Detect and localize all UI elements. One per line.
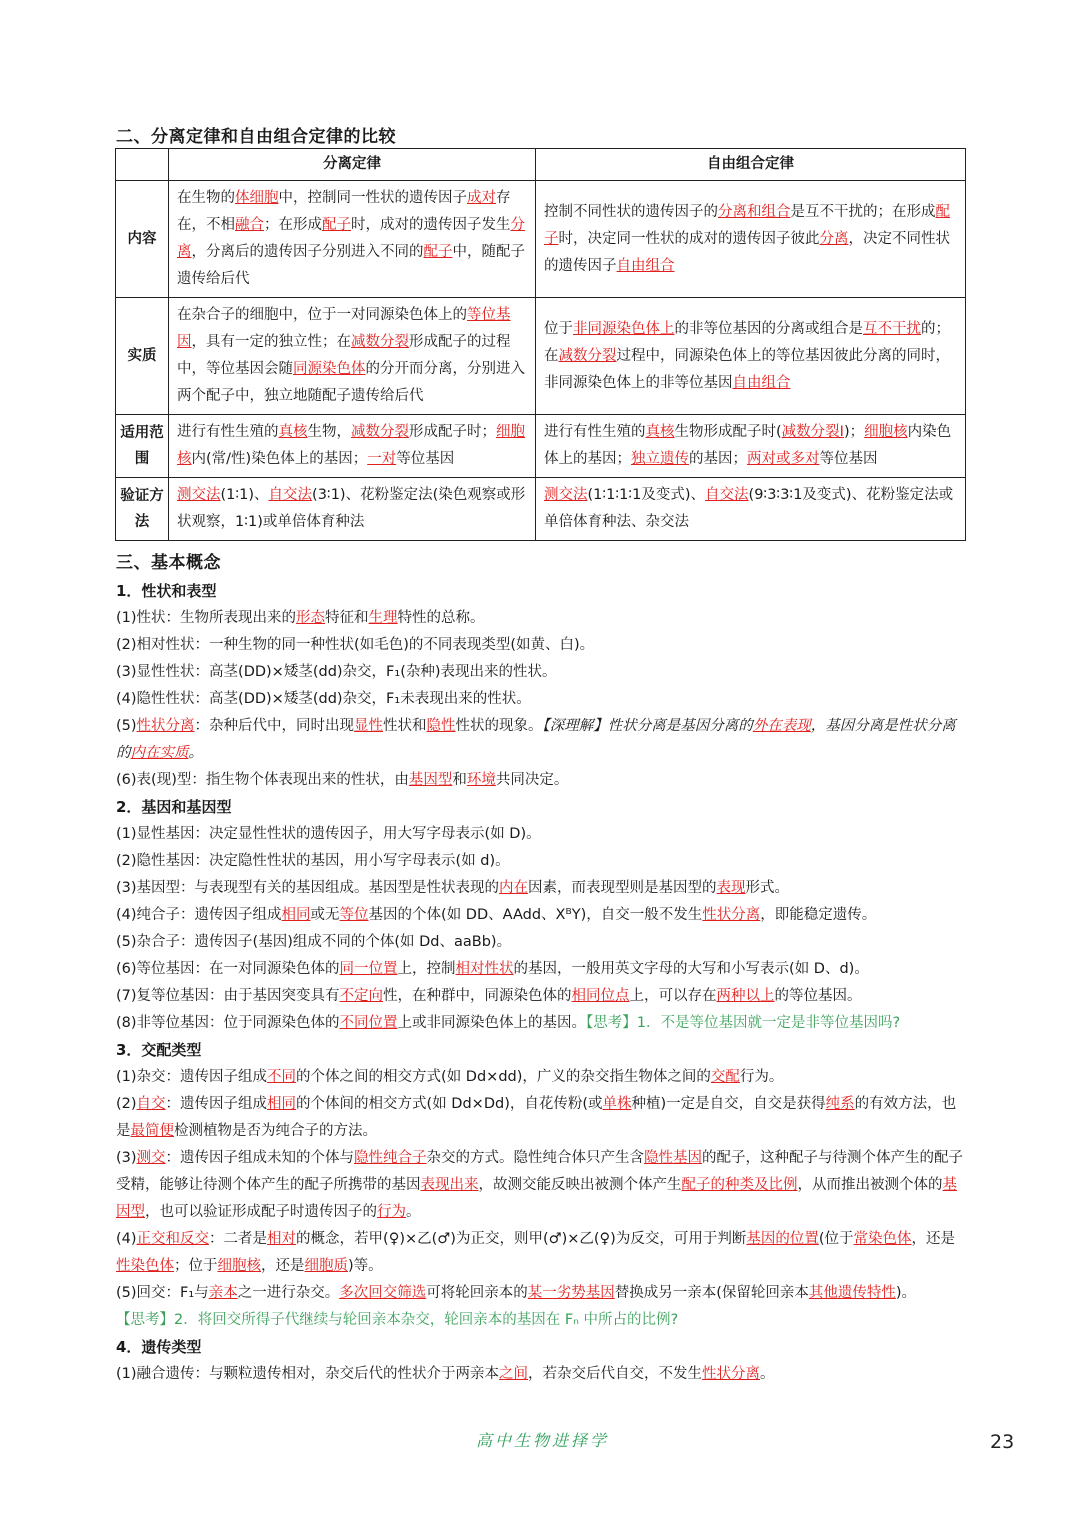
text-run: 存在，不相 bbox=[177, 190, 511, 233]
highlighted-term: 环境 bbox=[466, 772, 496, 788]
page-number: 23 bbox=[990, 1431, 1015, 1453]
highlighted-term: 性染色体 bbox=[116, 1258, 174, 1274]
text-run: 内(常/性)染色体上的基因； bbox=[191, 451, 368, 467]
text-run: 的基因； bbox=[689, 451, 747, 467]
concept-item bbox=[116, 1226, 966, 1280]
text-run: 3．交配类型 bbox=[116, 1041, 202, 1059]
text-run: 上，可以存在 bbox=[629, 988, 717, 1004]
highlighted-term: 测交法 bbox=[177, 487, 221, 503]
text-run: (5)杂合子：遗传因子(基因)组成不同的个体(如 Dd、aaBb)。 bbox=[116, 934, 512, 950]
highlighted-term: 自交法 bbox=[705, 487, 749, 503]
text-run: 的有效方法，也是 bbox=[116, 1096, 957, 1139]
text-run: 之一进行杂交。 bbox=[237, 1285, 340, 1301]
text-run: (1)性状：生物所表现出来的 bbox=[116, 610, 297, 626]
text-run: 检测植物是否为纯合子的方法。 bbox=[174, 1123, 377, 1139]
text-run: 替换成另一亲本(保留轮回亲本 bbox=[614, 1285, 809, 1301]
text-run: 性状的现象。 bbox=[455, 718, 543, 734]
highlighted-term: 自交 bbox=[136, 1096, 166, 1112]
text-run: ：遗传因子组成未知的个体与 bbox=[165, 1150, 355, 1166]
text-run: 性，在种群中，同源染色体的 bbox=[383, 988, 572, 1004]
text-run: 形式。 bbox=[745, 880, 790, 896]
text-run: ，即能稳定遗传。 bbox=[760, 907, 877, 923]
text-run: 上，控制 bbox=[397, 961, 456, 977]
highlighted-term: 之间 bbox=[499, 1366, 529, 1382]
concept-item bbox=[116, 659, 966, 686]
text-run: 。 bbox=[188, 745, 203, 761]
concept-item bbox=[116, 875, 966, 902]
highlighted-term: 纯系 bbox=[825, 1096, 855, 1112]
comparison-table bbox=[115, 148, 966, 541]
highlighted-term: 最简便 bbox=[130, 1123, 174, 1139]
highlighted-term: 细胞核 bbox=[217, 1258, 261, 1274]
text-run: 4．遗传类型 bbox=[116, 1338, 202, 1356]
footer-logo: 高中生物进择学 bbox=[476, 1431, 610, 1450]
highlighted-term: 细胞质 bbox=[304, 1258, 348, 1274]
highlighted-term: 形态 bbox=[296, 610, 326, 626]
text-run: (1)显性基因：决定显性性状的遗传因子，用大写字母表示(如 D)。 bbox=[116, 826, 541, 842]
text-run: ，具有一定的独立性；在 bbox=[191, 334, 351, 350]
text-run: 时，决定同一性状的成对的遗传因子彼此 bbox=[558, 230, 820, 247]
highlighted-term: 独立遗传 bbox=[631, 451, 689, 467]
highlighted-term: 行为 bbox=[377, 1204, 406, 1220]
text-run: ，从而推出被测个体的 bbox=[797, 1177, 943, 1193]
highlighted-term: 配子 bbox=[423, 244, 453, 260]
concept-item bbox=[116, 632, 966, 659]
segregation-cell bbox=[169, 298, 536, 415]
text-run: (2)相对性状：一种生物的同一种性状(如毛色)的不同表现类型(如黄、白)。 bbox=[116, 637, 595, 653]
concept-item bbox=[116, 1145, 966, 1226]
text-run: (6)表(现)型：指生物个体表现出来的性状，由 bbox=[116, 772, 409, 788]
text-run: 在杂合子的细胞中，位于一对同源染色体上的 bbox=[177, 307, 467, 323]
row-label: 实质 bbox=[116, 298, 169, 415]
independent-assortment-cell bbox=[536, 298, 966, 415]
text-run: ：二者是 bbox=[209, 1231, 268, 1247]
row-label: 适用范围 bbox=[116, 415, 169, 478]
subsection-heading bbox=[116, 578, 966, 605]
highlighted-term: 单株 bbox=[602, 1096, 632, 1112]
text-run: (2) bbox=[116, 1096, 137, 1112]
highlighted-term: 性状分离 bbox=[702, 1366, 761, 1382]
text-run: ，故测交能反映出被测个体产生 bbox=[478, 1177, 682, 1193]
highlighted-term: 细胞核 bbox=[864, 424, 908, 440]
text-run: 内染色体上的基因； bbox=[544, 424, 952, 467]
text-run: (4)隐性性状：高茎(DD)×矮茎(dd)杂交，F₁未表现出来的性状。 bbox=[116, 691, 531, 707]
independent-assortment-cell bbox=[536, 181, 966, 298]
text-run: (3)显性性状：高茎(DD)×矮茎(dd)杂交，F₁(杂种)表现出来的性状。 bbox=[116, 664, 557, 680]
highlighted-term: 基因型 bbox=[116, 1177, 957, 1220]
text-run: 的等位基因。 bbox=[774, 988, 862, 1004]
text-run: 1．性状和表型 bbox=[116, 582, 217, 600]
highlighted-term: 某一劣势基因 bbox=[527, 1285, 615, 1301]
highlighted-term: 不同 bbox=[267, 1069, 297, 1085]
highlighted-term: 非同源染色体上 bbox=[573, 320, 675, 337]
concept-item bbox=[116, 956, 966, 983]
highlighted-term: 相同 bbox=[267, 1096, 297, 1112]
table-row bbox=[116, 181, 966, 298]
text-run: 形成配子的过程中，等位基因会随 bbox=[177, 334, 511, 377]
text-run: (5)回交：F₁与 bbox=[116, 1285, 209, 1301]
text-run: 上或非同源染色体上的基因。 bbox=[397, 1015, 587, 1031]
text-run: 中，随配子遗传给后代 bbox=[177, 244, 525, 287]
highlighted-term: 互不干扰 bbox=[863, 320, 921, 337]
table-row bbox=[116, 298, 966, 415]
text-run: 位于 bbox=[544, 320, 573, 337]
text-run: 过程中，同源染色体上的等位基因彼此分离的同时，非同源染色体上的非等位基因 bbox=[544, 347, 950, 391]
concept-item bbox=[116, 713, 966, 767]
subsection-heading bbox=[116, 1037, 966, 1064]
text-run: (5) bbox=[116, 718, 137, 734]
text-run: 的个体之间的相交方式(如 Dd×dd)，广义的杂交指生物体之间的 bbox=[296, 1069, 711, 1085]
text-run: 可将轮回亲本的 bbox=[426, 1285, 528, 1301]
highlighted-term: 表现出来 bbox=[420, 1177, 479, 1193]
text-run: 【深理解】性状分离是基因分离的 bbox=[542, 718, 753, 734]
highlighted-term: 分离 bbox=[177, 217, 525, 260]
text-run: 进行有性生殖的 bbox=[544, 424, 646, 440]
table-row bbox=[116, 415, 966, 478]
text-run: 杂交的方式。隐性纯合体只产生含 bbox=[426, 1150, 645, 1166]
concept-item bbox=[116, 1010, 966, 1037]
highlighted-term: 相对性状 bbox=[455, 961, 514, 977]
highlighted-term: 等位 bbox=[339, 907, 369, 923]
highlighted-term: 融合 bbox=[235, 217, 264, 233]
highlighted-term: 真核 bbox=[645, 424, 675, 440]
row-label: 内容 bbox=[116, 181, 169, 298]
concept-item bbox=[116, 848, 966, 875]
text-run: )等。 bbox=[348, 1258, 383, 1274]
highlighted-term: 减数分裂Ⅰ bbox=[781, 424, 844, 440]
concept-list bbox=[116, 578, 966, 1388]
highlighted-term: 测交法 bbox=[544, 487, 588, 503]
highlighted-term: 同一位置 bbox=[339, 961, 398, 977]
table-header-segregation: 分离定律 bbox=[169, 149, 536, 181]
segregation-cell bbox=[169, 478, 536, 541]
highlighted-term: 分离 bbox=[819, 230, 849, 247]
text-run: (4) bbox=[116, 1231, 137, 1247]
segregation-cell bbox=[169, 415, 536, 478]
highlighted-term: 相同 bbox=[281, 907, 311, 923]
table-row bbox=[116, 478, 966, 541]
highlighted-term: 测交 bbox=[136, 1150, 166, 1166]
concept-item bbox=[116, 929, 966, 956]
text-run: 在生物的 bbox=[177, 190, 235, 206]
highlighted-term: 内在实质 bbox=[130, 745, 189, 761]
highlighted-term: 性状分离 bbox=[702, 907, 761, 923]
table-header-independent-assortment: 自由组合定律 bbox=[536, 149, 966, 181]
text-run: ；位于 bbox=[174, 1258, 218, 1274]
table-header-row bbox=[116, 149, 966, 181]
independent-assortment-cell bbox=[536, 478, 966, 541]
text-run: ，也可以验证形成配子时遗传因子的 bbox=[145, 1204, 377, 1220]
text-run: ，基因分离是性状分离的 bbox=[116, 718, 956, 761]
highlighted-term: 正交和反交 bbox=[136, 1231, 210, 1247]
highlighted-term: 表现 bbox=[716, 880, 746, 896]
highlighted-term: 一对 bbox=[367, 451, 397, 467]
concept-item bbox=[116, 686, 966, 713]
text-run: 性状和 bbox=[383, 718, 427, 734]
concept-item bbox=[116, 902, 966, 929]
text-run: 共同决定。 bbox=[495, 772, 569, 788]
think-note: 【思考】2．将回交所得子代继续与轮回亲本杂交，轮回亲本的基因在 Fₙ 中所占的比例? bbox=[116, 1312, 679, 1328]
text-run: (1∶1)、 bbox=[220, 487, 269, 503]
highlighted-term: 自由组合 bbox=[616, 257, 675, 274]
highlighted-term: 其他遗传特性 bbox=[808, 1285, 896, 1301]
concept-item bbox=[116, 767, 966, 794]
highlighted-term: 分离和组合 bbox=[718, 203, 791, 220]
highlighted-term: 减数分裂 bbox=[351, 424, 409, 440]
highlighted-term: 同源染色体 bbox=[293, 361, 366, 377]
concept-item bbox=[116, 1307, 966, 1334]
text-run: (1)融合遗传：与颗粒遗传相对，杂交后代的性状介于两亲本 bbox=[116, 1366, 500, 1382]
text-run: 的；在 bbox=[544, 320, 950, 364]
table-header-empty bbox=[116, 149, 169, 181]
text-run: 生物， bbox=[307, 424, 351, 440]
text-run: 时，成对的遗传因子发生 bbox=[351, 217, 511, 233]
text-run: 进行有性生殖的 bbox=[177, 424, 279, 440]
highlighted-term: 相对 bbox=[267, 1231, 297, 1247]
text-run: ，决定不同性状的遗传因子 bbox=[544, 230, 950, 274]
text-run: (1∶1∶1∶1及变式)、 bbox=[587, 487, 706, 503]
text-run: 特征和 bbox=[325, 610, 369, 626]
text-run: 和 bbox=[452, 772, 467, 788]
segregation-cell bbox=[169, 181, 536, 298]
text-run: ，还是 bbox=[261, 1258, 305, 1274]
text-run: 形成配子时； bbox=[409, 424, 496, 440]
highlighted-term: 自由组合 bbox=[732, 374, 791, 391]
text-run: (位于 bbox=[818, 1231, 854, 1247]
text-run: ；在形成 bbox=[264, 217, 322, 233]
highlighted-term: 减数分裂 bbox=[351, 334, 409, 350]
text-run: (7)复等位基因：由于基因突变具有 bbox=[116, 988, 340, 1004]
highlighted-term: 不定向 bbox=[339, 988, 384, 1004]
section-3-heading: 三、基本概念 bbox=[116, 553, 221, 573]
text-run: 因素，而表现型则是基因型的 bbox=[528, 880, 717, 896]
independent-assortment-cell bbox=[536, 415, 966, 478]
text-run: 。 bbox=[760, 1366, 775, 1382]
text-run: (6)等位基因：在一对同源染色体的 bbox=[116, 961, 340, 977]
text-run: 的基因，一般用英文字母的大写和小写表示(如 D、d)。 bbox=[513, 961, 869, 977]
text-run: 的配子，这种配子与待测个体产生的配子受精，能够让待测个体产生的配子所携带的基因 bbox=[116, 1150, 964, 1193]
text-run: (1)杂交：遗传因子组成 bbox=[116, 1069, 268, 1085]
text-run: 行为。 bbox=[739, 1069, 784, 1085]
text-run: 基因的个体(如 DD、AAdd、XᴮY)，自交一般不发生 bbox=[368, 907, 703, 923]
text-run: 是互不干扰的；在形成 bbox=[790, 203, 936, 220]
highlighted-term: 生理 bbox=[368, 610, 398, 626]
text-run: ，还是 bbox=[911, 1231, 956, 1247]
text-run: 。 bbox=[406, 1204, 421, 1220]
concept-item bbox=[116, 605, 966, 632]
text-run: ，分离后的遗传因子分别进入不同的 bbox=[191, 244, 424, 260]
text-run: (3)基因型：与表现型有关的基因组成。基因型是性状表现的 bbox=[116, 880, 500, 896]
highlighted-term: 相同位点 bbox=[571, 988, 630, 1004]
highlighted-term: 多次回交筛选 bbox=[339, 1285, 427, 1301]
text-run: )； bbox=[843, 424, 865, 440]
text-run: ：遗传因子组成 bbox=[165, 1096, 268, 1112]
highlighted-term: 交配 bbox=[710, 1069, 740, 1085]
text-run: 2．基因和基因型 bbox=[116, 798, 232, 816]
highlighted-term: 减数分裂 bbox=[558, 347, 617, 364]
highlighted-term: 两种以上 bbox=[716, 988, 775, 1004]
highlighted-term: 不同位置 bbox=[339, 1015, 398, 1031]
row-label: 验证方法 bbox=[116, 478, 169, 541]
think-note: 【思考】1．不是等位基因就一定是非等位基因吗? bbox=[586, 1015, 901, 1031]
highlighted-term: 基因的位置 bbox=[746, 1231, 819, 1247]
highlighted-term: 隐性纯合子 bbox=[354, 1150, 427, 1166]
text-run: (3) bbox=[116, 1150, 137, 1166]
highlighted-term: 等位基因 bbox=[177, 307, 511, 350]
text-run: (8)非等位基因：位于同源染色体的 bbox=[116, 1015, 340, 1031]
concept-item bbox=[116, 1091, 966, 1145]
highlighted-term: 自交法 bbox=[268, 487, 313, 503]
highlighted-term: 配子 bbox=[544, 203, 950, 247]
highlighted-term: 隐性 bbox=[426, 718, 456, 734]
highlighted-term: 两对或多对 bbox=[747, 451, 820, 467]
highlighted-term: 隐性基因 bbox=[644, 1150, 703, 1166]
text-run: 的概念，若甲(♀)×乙(♂)为正交，则甲(♂)×乙(♀)为反交，可用于判断 bbox=[296, 1231, 747, 1247]
concept-item bbox=[116, 1280, 966, 1307]
text-run: 特性的总称。 bbox=[397, 610, 485, 626]
text-run: 生物形成配子时( bbox=[674, 424, 782, 440]
subsection-heading bbox=[116, 794, 966, 821]
text-run: ：杂种后代中，同时出现 bbox=[194, 718, 355, 734]
concept-item bbox=[116, 821, 966, 848]
text-run: 控制不同性状的遗传因子的 bbox=[544, 203, 718, 220]
text-run: ，若杂交后代自交，不发生 bbox=[528, 1366, 703, 1382]
text-run: 或无 bbox=[310, 907, 340, 923]
highlighted-term: 成对 bbox=[467, 190, 496, 206]
highlighted-term: 基因型 bbox=[408, 772, 453, 788]
text-run: (4)纯合子：遗传因子组成 bbox=[116, 907, 282, 923]
highlighted-term: 显性 bbox=[354, 718, 384, 734]
text-run: (9∶3∶3∶1及变式)、花粉鉴定法或单倍体育种法、杂交法 bbox=[544, 487, 954, 530]
highlighted-term: 细胞核 bbox=[177, 424, 525, 467]
highlighted-term: 常染色体 bbox=[853, 1231, 912, 1247]
highlighted-term: 配子 bbox=[322, 217, 351, 233]
highlighted-term: 体细胞 bbox=[235, 190, 279, 206]
highlighted-term: 外在表现 bbox=[752, 718, 811, 734]
highlighted-term: 内在 bbox=[499, 880, 529, 896]
text-run: )。 bbox=[895, 1285, 917, 1301]
text-run: 等位基因 bbox=[396, 451, 455, 467]
text-run: (2)隐性基因：决定隐性性状的基因，用小写字母表示(如 d)。 bbox=[116, 853, 510, 869]
highlighted-term: 真核 bbox=[278, 424, 308, 440]
concept-item bbox=[116, 1064, 966, 1091]
subsection-heading bbox=[116, 1334, 966, 1361]
highlighted-term: 性状分离 bbox=[136, 718, 195, 734]
text-run: 的非等位基因的分离或组合是 bbox=[674, 320, 863, 337]
text-run: (3∶1)、花粉鉴定法(染色观察或形状观察，1∶1)或单倍体育种法 bbox=[177, 487, 526, 530]
highlighted-term: 亲本 bbox=[208, 1285, 238, 1301]
concept-item bbox=[116, 1361, 966, 1388]
concept-item bbox=[116, 983, 966, 1010]
section-2-heading: 二、分离定律和自由组合定律的比较 bbox=[116, 127, 396, 147]
text-run: 中，控制同一性状的遗传因子 bbox=[278, 190, 467, 206]
text-run: 等位基因 bbox=[819, 451, 878, 467]
text-run: 的个体间的相交方式(如 Dd×Dd)，自花传粉(或 bbox=[296, 1096, 603, 1112]
text-run: 种植)一定是自交，自交是获得 bbox=[631, 1096, 826, 1112]
highlighted-term: 配子的种类及比例 bbox=[681, 1177, 798, 1193]
text-run: 的分开而分离，分别进入两个配子中，独立地随配子遗传给后代 bbox=[177, 361, 525, 404]
